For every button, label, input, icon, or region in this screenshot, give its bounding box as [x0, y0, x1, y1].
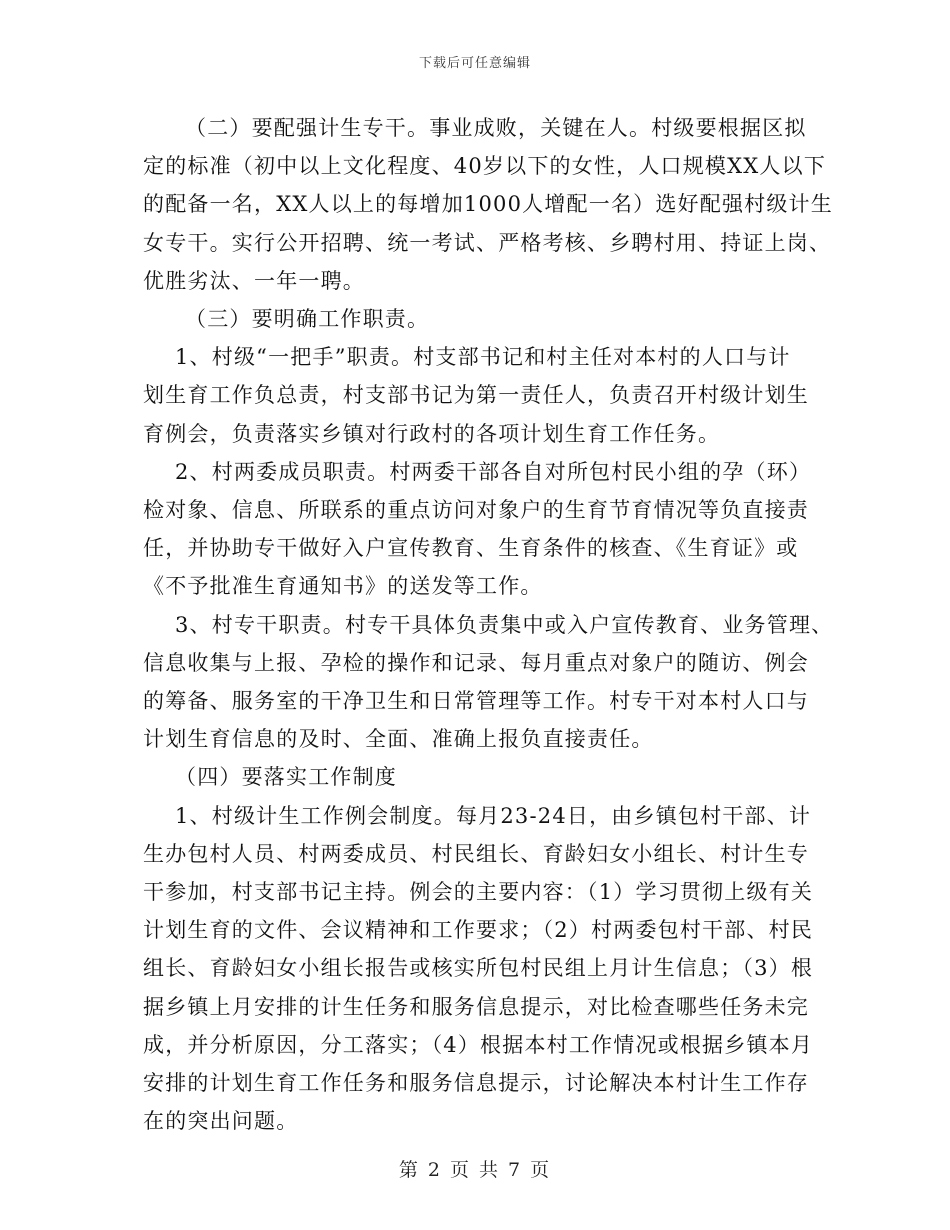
paragraph-staff-duties	[143, 606, 834, 759]
text-line: 成，并分析原因，分工落实；（4）根据本村工作情况或根据乡镇本月	[143, 1032, 814, 1057]
text-line: （三）要明确工作职责。	[185, 307, 430, 332]
text-line: 划生育工作负总责，村支部书记为第一责任人，负责召开村级计划生	[143, 383, 809, 408]
text-line: 组长、育龄妇女小组长报告或核实所包村民组上月计生信息；（3）根	[143, 956, 814, 981]
document-body	[143, 109, 834, 1140]
text-line: 在的突出问题。	[143, 1109, 299, 1134]
text-line: 任，并协助专干做好入户宣传教育、生育条件的核查、《生育证》或	[143, 536, 799, 561]
page-header: 下载后可任意编辑	[418, 56, 531, 71]
text-line: 定的标准（初中以上文化程度、40岁以下的女性，人口规模XX人以下	[143, 154, 827, 179]
text-line: 的配备一名，XX人以上的每增加1000人增配一名）选好配强村级计生	[143, 192, 833, 217]
paragraph-staffing	[143, 109, 833, 300]
text-line: 1、村级计生工作例会制度。每月23-24日，由乡镇包村干部、计	[175, 803, 812, 828]
page-number-footer: 第 2 页 共 7 页	[398, 1159, 552, 1181]
text-line: 女专干。实行公开招聘、统一考试、严格考核、乡聘村用、持证上岗、	[143, 230, 832, 255]
text-line: 计划生育的文件、会议精神和工作要求；（2）村两委包村干部、村民	[143, 918, 814, 943]
text-line: 据乡镇上月安排的计生任务和服务信息提示，对比检查哪些任务未完	[143, 994, 809, 1019]
paragraph-committee-duties	[143, 453, 823, 606]
paragraph-meeting-system	[143, 797, 823, 1141]
text-line: 的筹备、服务室的干净卫生和日常管理等工作。村专干对本村人口与	[143, 689, 809, 714]
section-heading-systems	[143, 758, 823, 796]
text-line: 优胜劣汰、一年一聘。	[143, 268, 365, 293]
text-line: （四）要落实工作制度	[175, 765, 397, 790]
text-line: 安排的计划生育工作任务和服务信息提示，讨论解决本村计生工作存	[143, 1071, 809, 1096]
text-line: 生办包村人员、村两委成员、村民组长、育龄妇女小组长、村计生专	[143, 841, 809, 866]
text-line: 计划生育信息的及时、全面、准确上报负直接责任。	[143, 727, 654, 752]
text-line: 育例会，负责落实乡镇对行政村的各项计划生育工作任务。	[143, 421, 721, 446]
text-line: （二）要配强计生专干。事业成败，关键在人。村级要根据区拟	[185, 116, 807, 140]
section-heading-duties	[143, 300, 823, 338]
text-line: 信息收集与上报、孕检的操作和记录、每月重点对象户的随访、例会	[143, 650, 809, 675]
text-line: 《不予批准生育通知书》的送发等工作。	[143, 574, 543, 599]
text-line: 3、村专干职责。村专干具体负责集中或入户宣传教育、业务管理、	[175, 612, 834, 637]
text-line: 1、村级“一把手”职责。村支部书记和村主任对本村的人口与计	[175, 345, 791, 370]
paragraph-leader-duties	[143, 338, 823, 453]
text-line: 2、村两委成员职责。村两委干部各自对所包村民小组的孕（环）	[175, 459, 812, 484]
text-line: 检对象、信息、所联系的重点访问对象户的生育节育情况等负直接责	[143, 498, 809, 523]
text-line: 干参加，村支部书记主持。例会的主要内容：（1）学习贯彻上级有关	[143, 880, 814, 905]
